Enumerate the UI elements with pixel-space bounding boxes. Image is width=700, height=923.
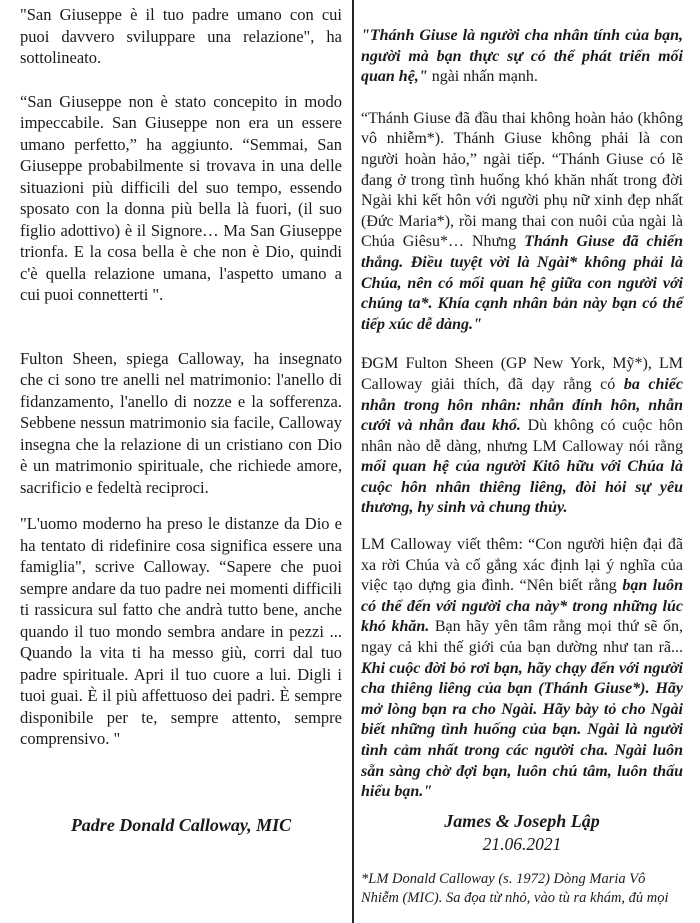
text-run: Thánh Giuse đã chiến thắng. Điều tuyệt vời là Ngài* không phải là Chúa, nên có mối quan hệ giữa con người với chúng ta*. Khía cạnh nhân bản này bạn có thể tiếp xúc dễ dàng." — [361, 233, 683, 333]
vietnamese-column — [361, 0, 683, 909]
italian-paragraph-1: "San Giuseppe è il tuo padre umano con cui puoi davvero sviluppare una relazione", ha sottolineato. — [20, 5, 342, 67]
column-divider — [352, 0, 354, 923]
italian-paragraph-3: Fulton Sheen, spiega Calloway, ha insegnato che ci sono tre anelli nel matrimonio: l'anello di fidanzamento, l'anello di nozze e la sofferenza. Sebbene nessun matrimonio sia facile, Calloway insegna che la relazione di un cristiano con Dio è un matrimonio spirituale, che richiede amore, sacrificio e fedeltà reciproci. — [20, 348, 342, 497]
author-signature: Padre Donald Calloway, MIC — [70, 814, 292, 835]
italian-paragraph-4: "L'uomo moderno ha preso le distanze da Dio e ha tentato di ridefinire cosa significa essere una famiglia", scrive Calloway. “Sapere che puoi sempre andare da tuo padre nei momenti difficili ti rassicura sul fatto che andrà tutto bene, anche quando il tuo mondo sembra andare in pezzi ... Quando la vita ti ha messo giù, corri dal tuo padre spirituale. Apri il tuo cuore a lui. Digli i tuoi guai. È il più affettuoso dei padri. È sempre disponibile per te, sempre attento, sempre comprensivo. " — [20, 514, 342, 748]
translation-date: 21.06.2021 — [482, 833, 562, 854]
vietnamese-paragraph-4 — [361, 535, 683, 803]
text-run: Khi cuộc đời bỏ rơi bạn, hãy chạy đến với người cha thiêng liêng của bạn (Thánh Giuse*). Hãy mở lòng bạn ra cho Ngài. Hãy bày tỏ cho Ngài biết những tình huống của bạn. Ngài là người tình cảm nhất trong các người cha. Ngài luôn sẵn sàng chờ đợi bạn, luôn chú tâm, luôn thấu hiểu bạn." — [361, 659, 683, 801]
vietnamese-paragraph-3 — [361, 354, 683, 519]
text-run: ĐGM Fulton Sheen (GP New York, Mỹ*), LM Calloway giải thích, đã dạy rằng có — [361, 355, 683, 393]
text-run: LM Calloway viết thêm: “Con người hiện đại đã xa rời Chúa và cố gắng xác định lại ý nghĩa của việc tạo dựng gia đình. “Nên biết rằng — [361, 536, 683, 595]
italian-column — [20, 0, 342, 836]
text-run: “Thánh Giuse đã đầu thai không hoàn hảo (không vô nhiễm*). Thánh Giuse không phải là con người hoàn hảo,” ngài tiếp. “Thánh Giuse có lẽ đang ở trong tình huống khó khăn nhất trong đời Ngài khi kết hôn với người phụ nữ xinh đẹp nhất (Đức Maria*), rồi mang thai con nuôi của ngài là Chúa Giêsu*… Nhưng — [361, 109, 683, 251]
footnote — [361, 870, 683, 909]
text-run: Dù không có cuộc hôn nhân nào dễ dàng, nhưng LM Calloway nói rằng — [361, 417, 684, 455]
text-run: bạn luôn có thể đến với người cha này* trong những lúc khó khăn. — [361, 577, 684, 636]
text-run: ba chiếc nhẫn trong hôn nhân: nhẫn đính hôn, nhẫn cưới và nhẫn đau khổ. — [361, 375, 683, 435]
footnote-line-2: Nhiễm (MIC). Sa đọa từ nhỏ, vào tù ra khám, đủ mọi — [361, 890, 669, 907]
text-run: mối quan hệ của người Kitô hữu với Chúa là cuộc hôn nhân thiêng liêng, đòi hỏi sự yêu thương, hy sinh và chung thủy. — [361, 458, 683, 517]
text-run: "Thánh Giuse là người cha nhân tính của bạn, người mà bạn thực sự có thể phát triển mối quan hệ," — [361, 27, 683, 86]
italian-paragraph-2: “San Giuseppe non è stato concepito in modo impeccabile. San Giuseppe non era un essere umano perfetto,” ha aggiunto. “Semmai, San Giuseppe probabilmente si trovava in una delle situazioni più difficili del suo tempo, essendo sposato con la donna più bella là fuori, (il suo figlio adottivo) è il Signore… Ma San Giuseppe trionfa. E la cosa bella è che non è Dio, quindi c'è quella relazione umana, l'aspetto umano a cui puoi connetterti ". — [20, 91, 342, 304]
footnote-line-1: *LM Donald Calloway (s. 1972) Dòng Maria Vô — [361, 870, 646, 887]
translator-signature: James & Joseph Lập — [444, 810, 600, 831]
text-run: ngài nhấn mạnh. — [431, 68, 538, 86]
vietnamese-paragraph-1 — [361, 26, 683, 88]
vietnamese-paragraph-2 — [361, 109, 683, 336]
text-run: Bạn hãy yên tâm rằng mọi thứ sẽ ổn, ngay cả khi thế giới của bạn dường như tan rã... — [361, 618, 683, 657]
